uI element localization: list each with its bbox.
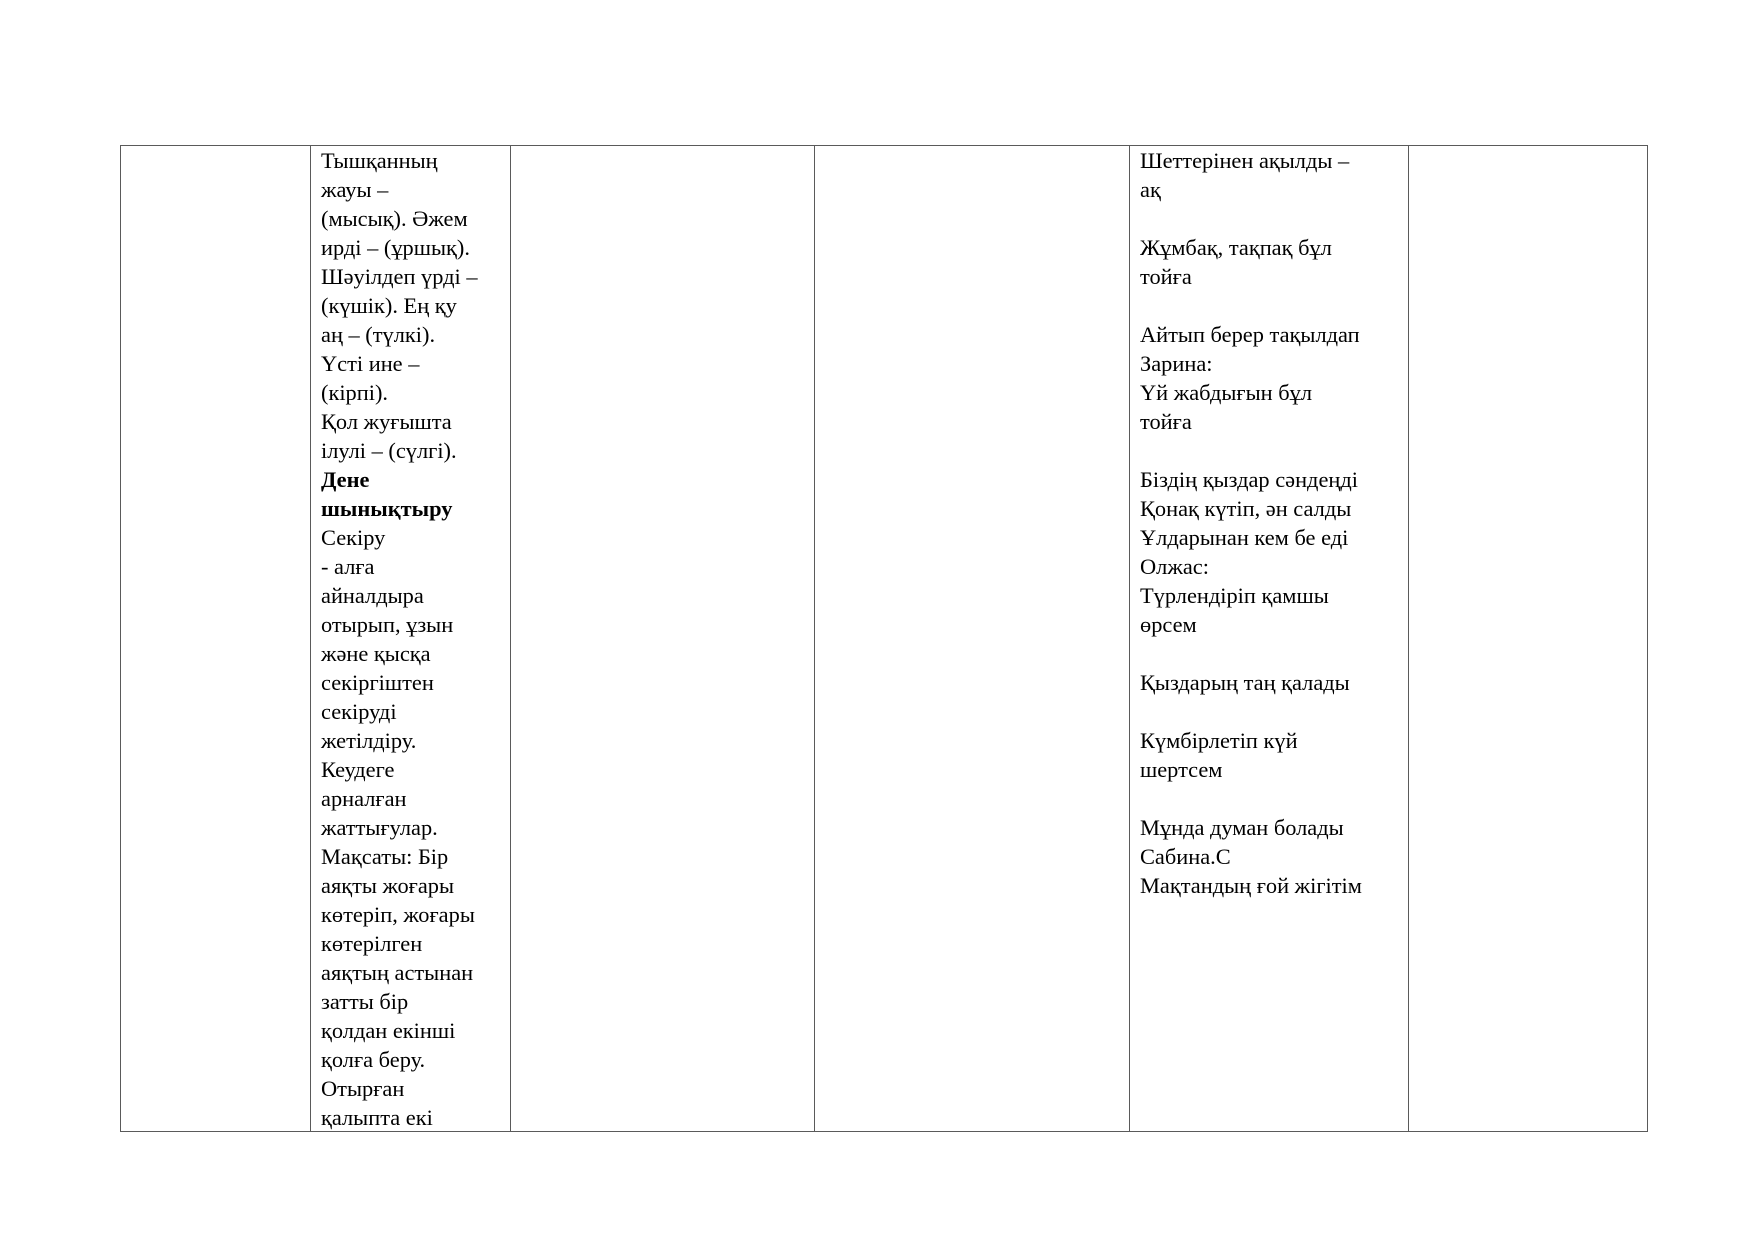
table-cell-col2 (311, 146, 511, 1132)
text-line: Айтып берер тақылдап (1140, 322, 1360, 347)
text-line: қолға беру. (321, 1047, 426, 1072)
table-cell-col5 (1130, 146, 1409, 1132)
text-line: (мысық). Әжем (321, 206, 468, 231)
text-line: Зарина: (1140, 351, 1213, 376)
text-line: Мұнда думан болады (1140, 815, 1344, 840)
text-line: жаттығулар. (321, 815, 438, 840)
text-line: көтерілген (321, 931, 423, 956)
lesson-plan-table (120, 145, 1648, 1132)
text-line: Қыздарың таң қалады (1140, 670, 1350, 695)
text-line: Олжас: (1140, 554, 1209, 579)
text-line (1140, 204, 1398, 233)
text-line: Тышқанның (321, 148, 438, 173)
text-line: Күмбірлетіп күй (1140, 728, 1298, 753)
text-line: шертсем (1140, 757, 1223, 782)
text-line: аң – (түлкі). (321, 322, 436, 347)
text-line: секіруді (321, 699, 397, 724)
text-line: қолдан екінші (321, 1018, 456, 1043)
text-line: Үсті ине – (321, 351, 420, 376)
text-line: отырып, ұзын (321, 612, 454, 637)
text-line (1140, 436, 1398, 465)
text-line: көтеріп, жоғары (321, 902, 475, 927)
text-line: жетілдіру. (321, 728, 417, 753)
text-line: айналдыра (321, 583, 424, 608)
text-line: аяқтың астынан (321, 960, 474, 985)
text-line: Үй жабдығын бұл (1140, 380, 1312, 405)
poem-text (1130, 146, 1408, 1131)
text-line: жауы – (321, 177, 389, 202)
text-line: Шәуілдеп үрді – (321, 264, 478, 289)
text-line: өрсем (1140, 612, 1197, 637)
text-line: Секіру (321, 525, 386, 550)
text-line: (күшік). Ең қу (321, 293, 457, 318)
text-line: Дене (321, 467, 370, 492)
text-line: - алға (321, 554, 375, 579)
text-line (1140, 784, 1398, 813)
text-line: Сабина.С (1140, 844, 1231, 869)
text-line: Біздің қыздар сәндеңді (1140, 467, 1358, 492)
text-line: секіргіштен (321, 670, 434, 695)
text-line: Қонақ күтіп, ән салды (1140, 496, 1352, 521)
riddles-and-exercise-text (311, 146, 510, 1131)
text-line: және қысқа (321, 641, 431, 666)
table-row (121, 146, 1648, 1132)
text-line: затты бір (321, 989, 409, 1014)
text-line: Мақсаты: Бір (321, 844, 449, 869)
text-line: Ұлдарынан кем бе еді (1140, 525, 1349, 550)
table-cell-col1 (121, 146, 311, 1132)
text-line: (кірпі). (321, 380, 389, 405)
text-line: қалыпта екі (321, 1105, 433, 1130)
text-line: ирді – (ұршық). (321, 235, 470, 260)
text-line: арналған (321, 786, 407, 811)
text-line: Отырған (321, 1076, 405, 1101)
table-cell-col6 (1409, 146, 1648, 1132)
text-line: ақ (1140, 177, 1161, 202)
text-line: шынықтыру (321, 496, 453, 521)
text-line (1140, 697, 1398, 726)
text-line: аяқты жоғары (321, 873, 455, 898)
text-line: Қол жуғышта (321, 409, 452, 434)
text-line: Мақтандың ғой жігітім (1140, 873, 1362, 898)
text-line (1140, 639, 1398, 668)
text-line: тойға (1140, 264, 1192, 289)
text-line: тойға (1140, 409, 1192, 434)
text-line: Шеттерінен ақылды – (1140, 148, 1350, 173)
text-line: Түрлендіріп қамшы (1140, 583, 1329, 608)
text-line (1140, 291, 1398, 320)
text-line: ілулі – (сүлгі). (321, 438, 457, 463)
text-line: Кеудеге (321, 757, 395, 782)
text-line: Жұмбақ, тақпақ бұл (1140, 235, 1332, 260)
table-cell-col3 (511, 146, 815, 1132)
table-cell-col4 (815, 146, 1130, 1132)
